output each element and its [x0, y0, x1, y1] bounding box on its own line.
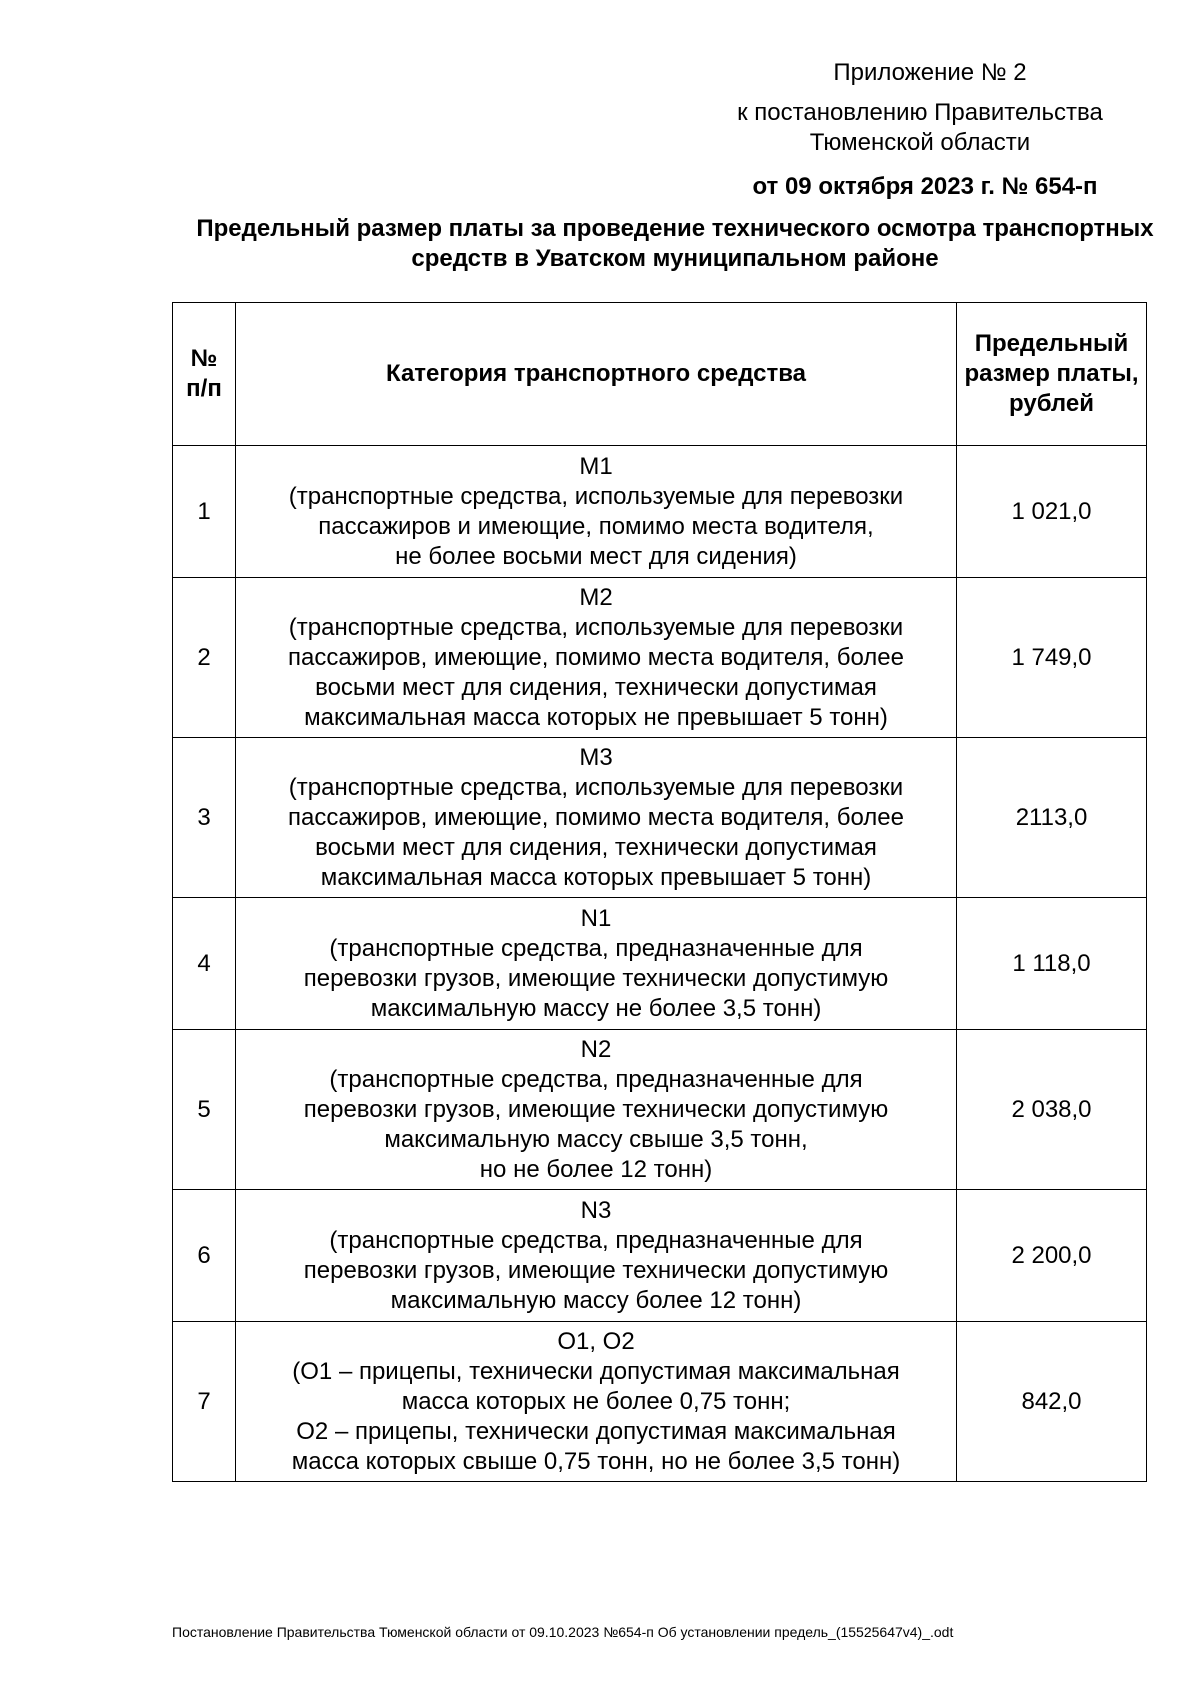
- category-code: N2: [580, 1035, 612, 1063]
- row-fee: 2113,0: [957, 738, 1147, 898]
- row-number: 3: [173, 738, 236, 898]
- column-header-number: № п/п: [173, 303, 236, 446]
- table-row: [173, 1190, 1147, 1322]
- table-row: [173, 1030, 1147, 1190]
- resolution-date-number: от 09 октября 2023 г. № 654-п: [752, 173, 1098, 200]
- row-number: 5: [173, 1030, 236, 1190]
- row-number: 4: [173, 898, 236, 1030]
- table-row: [173, 738, 1147, 898]
- row-fee: 1 118,0: [957, 898, 1147, 1030]
- document-title: Предельный размер платы за проведение технического осмотра транспортных средств в Уватском муниципальном районе: [196, 215, 1154, 272]
- page-footer: Постановление Правительства Тюменской области от 09.10.2023 №654-п Об установлении предель_(15525647v4)_.odt: [172, 1624, 954, 1640]
- column-header-fee: Предельный размер платы, рублей: [957, 303, 1147, 446]
- category-description: (транспортные средства, предназначенные для перевозки грузов, имеющие технически допустимую максимальную массу более 12 тонн): [303, 1226, 889, 1314]
- category-code: М1: [579, 452, 613, 480]
- category-description: (транспортные средства, предназначенные для перевозки грузов, имеющие технически допустимую максимальную массу свыше 3,5 тонн, но не более 12 тонн): [303, 1065, 889, 1183]
- row-category: [236, 898, 957, 1030]
- category-code: О1, О2: [557, 1327, 635, 1355]
- category-description: (О1 – прицепы, технически допустимая максимальная масса которых не более 0,75 тонн; О2 – прицепы, технически допустимая максимальная масса которых свыше 0,75 тонн, но не более 3,5 тонн): [291, 1357, 901, 1475]
- category-description: (транспортные средства, используемые для перевозки пассажиров, имеющие, помимо места водителя, более восьми мест для сидения, технически допустимая максимальная масса которых не превышает 5 тонн): [288, 613, 904, 731]
- category-description: (транспортные средства, используемые для перевозки пассажиров, имеющие, помимо места водителя, более восьми мест для сидения, технически допустимая максимальная масса которых превышает 5 тонн): [288, 773, 904, 891]
- row-category: [236, 1190, 957, 1322]
- table-row: [173, 578, 1147, 738]
- row-category: [236, 738, 957, 898]
- resolution-reference: к постановлению Правительства Тюменской области: [737, 99, 1103, 156]
- row-number: 6: [173, 1190, 236, 1322]
- appendix-label: Приложение № 2: [833, 59, 1027, 86]
- row-fee: 1 021,0: [957, 446, 1147, 578]
- row-fee: 2 038,0: [957, 1030, 1147, 1190]
- row-fee: 2 200,0: [957, 1190, 1147, 1322]
- column-header-category: Категория транспортного средства: [236, 303, 957, 446]
- row-number: 7: [173, 1322, 236, 1482]
- category-code: N3: [580, 1196, 612, 1224]
- table-header-row: [173, 303, 1147, 446]
- table-row: [173, 1322, 1147, 1482]
- category-description: (транспортные средства, предназначенные для перевозки грузов, имеющие технически допустимую максимальную массу не более 3,5 тонн): [303, 934, 889, 1022]
- row-category: [236, 1322, 957, 1482]
- fee-table: [172, 302, 1147, 1482]
- row-number: 2: [173, 578, 236, 738]
- row-category: [236, 446, 957, 578]
- category-code: М2: [579, 583, 613, 611]
- category-code: М3: [579, 743, 613, 771]
- row-number: 1: [173, 446, 236, 578]
- table-row: [173, 898, 1147, 1030]
- row-fee: 842,0: [957, 1322, 1147, 1482]
- category-code: N1: [580, 904, 612, 932]
- row-category: [236, 1030, 957, 1190]
- row-category: [236, 578, 957, 738]
- category-description: (транспортные средства, используемые для перевозки пассажиров и имеющие, помимо места водителя, не более восьми мест для сидения): [288, 482, 904, 570]
- table-row: [173, 446, 1147, 578]
- row-fee: 1 749,0: [957, 578, 1147, 738]
- table-body: [173, 446, 1147, 1482]
